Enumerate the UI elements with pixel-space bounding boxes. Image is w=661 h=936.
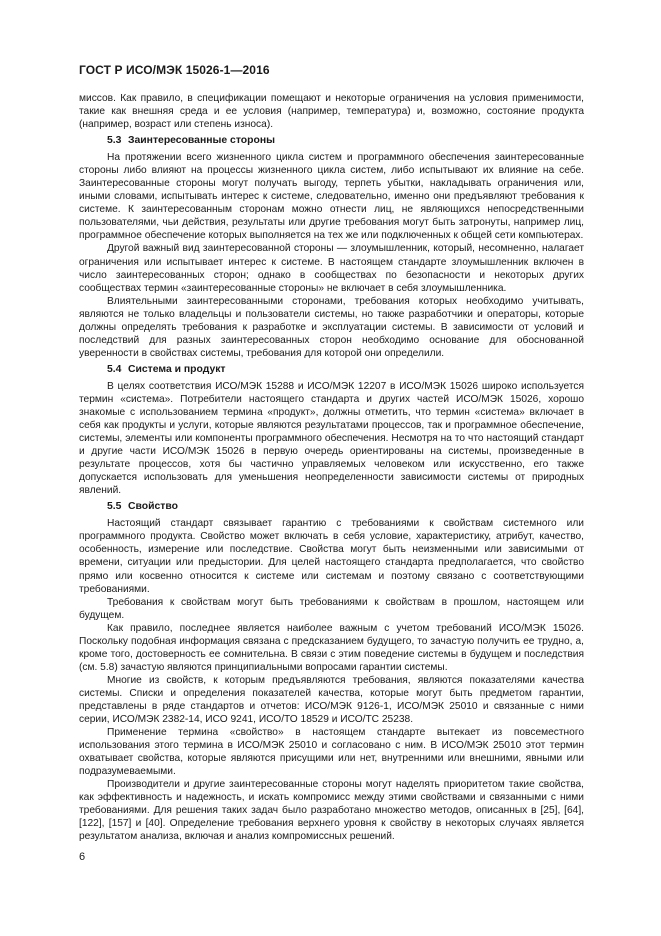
section-title: Система и продукт	[128, 363, 226, 375]
section-heading-5-5	[79, 500, 584, 513]
section-title: Заинтересованные стороны	[128, 135, 275, 147]
section-title: Свойство	[128, 501, 178, 513]
paragraph: Как правило, последнее является наиболее важным с учетом требований ИСО/МЭК 15026. Поскольку подобная информация связана с предсказанием будущего, то зачастую получить ее трудно, а, кроме того, достоверность ее сомнительна. В связи с этим поведение системы в будущем и последствия (см. 5.8) зачастую являются принципиальными вопросами гарантии системы.	[79, 622, 584, 673]
page-number: 6	[79, 851, 86, 863]
paragraph: Требования к свойствам могут быть требованиями к свойствам в прошлом, настоящем или будущем.	[79, 596, 584, 621]
section-number: 5.5	[107, 501, 122, 513]
section-heading-5-3	[79, 134, 584, 147]
paragraph: На протяжении всего жизненного цикла систем и программного обеспечения заинтересованные стороны либо влияют на процессы жизненного цикла систем, либо испытывают их влияние на себе. Заинтересованные стороны могут получать выгоду, терпеть убытки, накладывать ограничения или, иными словами, испытывать интерес к системе, следовательно, именно они предъявляют требования к системе. К заинтересованным сторонам можно отнести лиц, не являющихся непосредственными пользователями, чьи действия, результаты или другие требования могут быть затронуты, например лиц, программное обеспечение которых выполняется на тех же или подключенных к общей сети компьютерах.	[79, 152, 584, 242]
paragraph: Применение термина «свойство» в настоящем стандарте вытекает из повсеместного использования этого термина в ИСО/МЭК 25010 и согласовано с ним. В ИСО/МЭК 25010 этот термин охватывает свойства, которые являются присущими или нет, внутренними или внешними, явными или подразумеваемыми.	[79, 727, 584, 778]
paragraph: Влиятельными заинтересованными сторонами, требования которых необходимо учитывать, являются не только владельцы и пользователи системы, но также разработчики и операторы, которые должны определять требования к разработке и эксплуатации системы. В зависимости от условий и последствий для разных заинтересованных сторон необходимо основание для обоснованной уверенности в свойствах системы, требования для которой они определили.	[79, 295, 584, 359]
paragraph: Другой важный вид заинтересованной стороны — злоумышленник, который, несомненно, налагает ограничения или испытывает интерес к системе. В настоящем стандарте злоумышленник включен в число заинтересованных сторон; однако в сообществах по безопасности и некоторых других сообществах термин «заинтересованные стороны» не включает в себя злоумышленника.	[79, 243, 584, 294]
section-heading-5-4	[79, 363, 584, 376]
paragraph: Настоящий стандарт связывает гарантию с требованиями к свойствам системного или программного продукта. Свойство может включать в себя условие, характеристику, атрибут, качество, особенность, измерение или последствие. Свойства могут быть неизменными или зависимыми от времени, ситуации или предыстории. Для целей настоящего стандарта предполагается, что свойство прямо или косвенно относится к системе или системам и поэтому связано с соответствующими требованиями.	[79, 518, 584, 595]
paragraph: Многие из свойств, к которым предъявляются требования, являются показателями качества системы. Списки и определения показателей качества, которые могут быть предметом гарантии, представлены в ряде стандартов и отчетов: ИСО/МЭК 9126-1, ИСО/МЭК 25010 и связанные с ними серии, ИСО/МЭК 2382-14, ИСО 9241, ИСО/ТО 18529 и ИСО/ТС 25238.	[79, 674, 584, 726]
section-number: 5.4	[107, 363, 122, 375]
document-body	[79, 92, 584, 843]
section-number: 5.3	[107, 135, 122, 147]
paragraph: миссов. Как правило, в спецификации помещают и некоторые ограничения на условия применимости, такие как внешняя среда и ее условия (например, температура) и, возможно, состояние продукта (например, возраст или степень износа).	[79, 93, 584, 131]
document-header: ГОСТ Р ИСО/МЭК 15026-1—2016	[79, 63, 270, 77]
paragraph: В целях соответствия ИСО/МЭК 15288 и ИСО/МЭК 12207 в ИСО/МЭК 15026 широко используется термин «система». Потребители настоящего стандарта и других частей ИСО/МЭК 15026, хорошо знакомые с использованием термина «продукт», должны отметить, что термин «система» включает в себя как продукты и услуги, которые являются результатами процессов, так и программное обеспечение, системы, элементы или компоненты программного обеспечения. Несмотря на то что настоящий стандарт и другие части ИСО/МЭК 15026 в первую очередь ориентированы на системы, произведенные в результате процессов, хотя бы частично управляемых человеком или искусственно, его также допускается использовать для уменьшения неопределенности зависимости системы от природных явлений.	[79, 380, 584, 497]
paragraph: Производители и другие заинтересованные стороны могут наделять приоритетом такие свойства, как эффективность и надежность, и искать компромисс между этими свойствами и связанными с ними требованиями. Для решения таких задач было разработано множество методов, описанных в [25], [64], [122], [157] и [40]. Определение требования верхнего уровня к свойству в некоторых случаях является результатом анализа, включая и анализ компромиссных решений.	[79, 779, 584, 843]
